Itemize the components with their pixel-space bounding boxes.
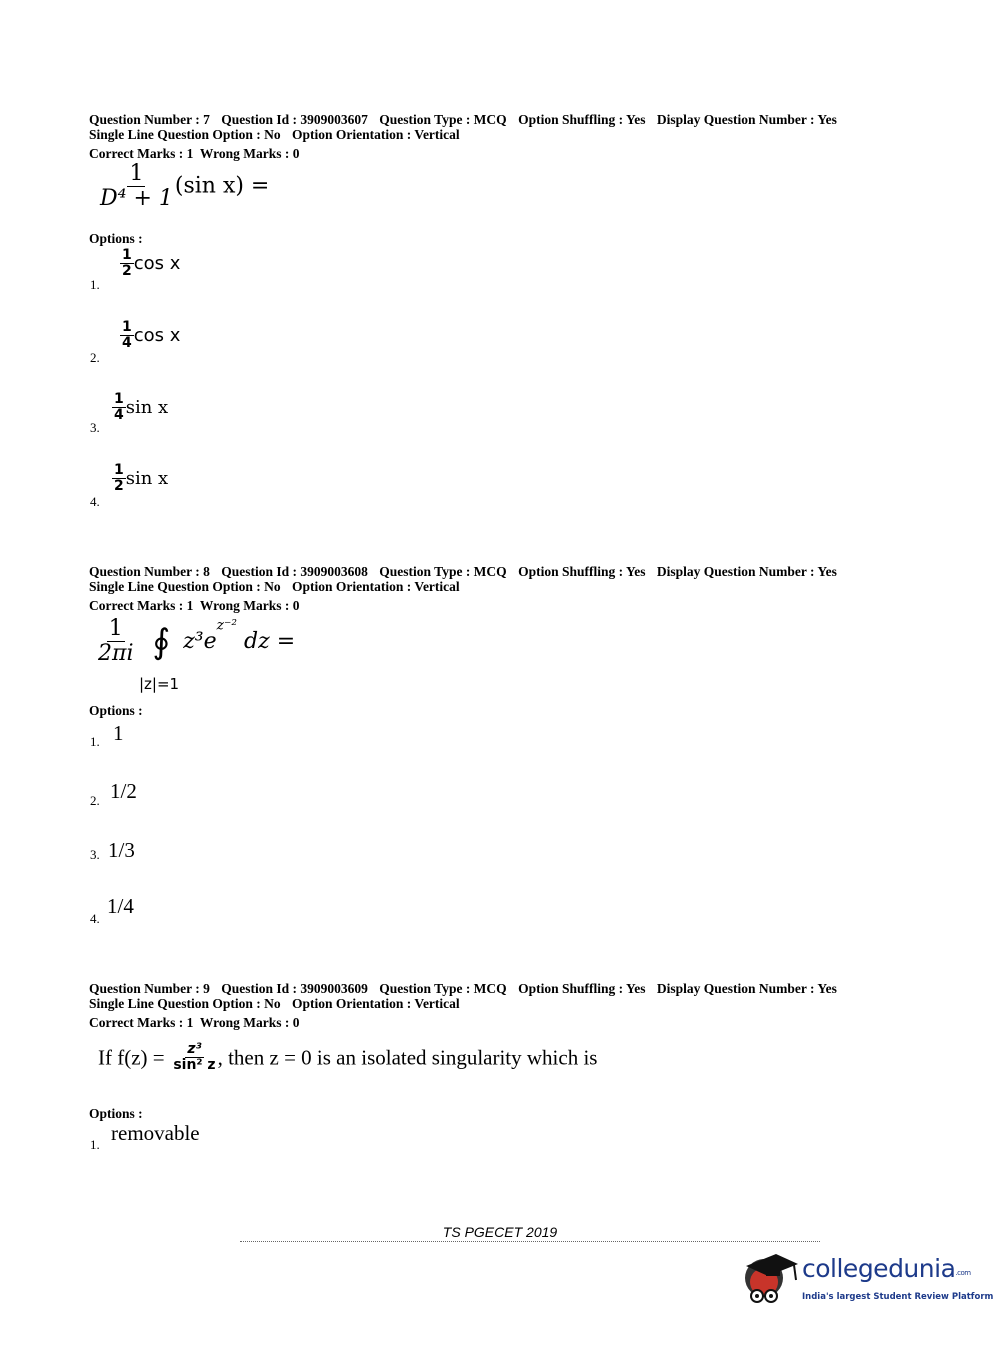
q9-stem-suffix: , then z = 0 is an isolated singularity which is (217, 1045, 598, 1070)
q7-option-3-numerator: 1 (114, 391, 124, 407)
q9-stem-denominator: sin² z (173, 1057, 216, 1074)
q8-option-1-number: 1. (90, 734, 100, 749)
q8-options-label: Options : (89, 703, 143, 718)
q7-stem (98, 162, 269, 211)
footer-divider (240, 1241, 820, 1242)
q8-option-2[interactable]: 1/2 (110, 779, 137, 803)
q8-marks (89, 598, 300, 614)
q9-wrong-marks: Wrong Marks : 0 (199, 1015, 300, 1030)
q8-stem-numerator: 1 (108, 616, 123, 641)
q7-option-orientation: Option Orientation : Vertical (292, 127, 460, 142)
q8-correct-marks: Correct Marks : 1 (89, 598, 194, 613)
q8-option-2-number: 2. (90, 793, 100, 808)
q7-option-4[interactable] (112, 463, 168, 495)
q8-stem-differential: dz = (244, 629, 296, 655)
q7-option-4-denominator: 2 (114, 478, 124, 495)
q8-option-shuffling: Option Shuffling : Yes (518, 564, 646, 579)
collegedunia-logo (742, 1248, 994, 1312)
q9-option-1-number: 1. (90, 1137, 100, 1152)
exam-footer: TS PGECET 2019 (442, 1224, 558, 1240)
q7-wrong-marks: Wrong Marks : 0 (199, 146, 300, 161)
q7-option-1-function: cos x (133, 252, 181, 274)
q8-stem (96, 617, 295, 666)
q9-question-number: Question Number : 9 (89, 981, 210, 996)
q8-stem-denominator: 2πi (98, 641, 134, 667)
q9-marks (89, 1015, 300, 1031)
q7-option-2-number: 2. (90, 350, 100, 365)
q8-single-line-option: Single Line Question Option : No (89, 579, 281, 594)
q7-display-number: Display Question Number : Yes (656, 112, 837, 127)
q9-meta-line1 (89, 981, 845, 996)
q9-stem-prefix: If f(z) = (98, 1045, 165, 1070)
q8-question-number: Question Number : 8 (89, 564, 210, 579)
q7-option-2-numerator: 1 (122, 319, 132, 335)
q9-stem (98, 1042, 597, 1074)
q7-option-3-number: 3. (90, 420, 100, 435)
q9-question-id: Question Id : 3909003609 (221, 981, 368, 996)
q8-option-3-number: 3. (90, 847, 100, 862)
q9-option-1[interactable]: removable (111, 1121, 200, 1145)
q7-option-3[interactable] (112, 392, 168, 424)
q7-question-type: Question Type : MCQ (379, 112, 507, 127)
logo-name: collegedunia (802, 1254, 956, 1283)
q7-option-1-denominator: 2 (122, 263, 132, 280)
q7-option-4-numerator: 1 (114, 462, 124, 478)
graduate-mascot-icon (742, 1248, 800, 1310)
logo-wordmark (802, 1254, 971, 1283)
q7-option-3-denominator: 4 (114, 407, 124, 424)
q8-wrong-marks: Wrong Marks : 0 (199, 598, 300, 613)
q8-question-type: Question Type : MCQ (379, 564, 507, 579)
q7-correct-marks: Correct Marks : 1 (89, 146, 194, 161)
q7-option-2-function: cos x (133, 324, 181, 346)
q7-option-2-denominator: 4 (122, 335, 132, 352)
q8-stem-integrand: z³e (183, 629, 217, 655)
q9-options-label: Options : (89, 1106, 143, 1121)
q8-question-id: Question Id : 3909003608 (221, 564, 368, 579)
logo-tagline: India's largest Student Review Platform (802, 1292, 994, 1302)
q7-stem-denominator: D⁴ + 1 (100, 186, 173, 212)
q7-single-line-option: Single Line Question Option : No (89, 127, 281, 142)
q7-meta-line1 (89, 112, 845, 127)
q9-option-shuffling: Option Shuffling : Yes (518, 981, 646, 996)
logo-suffix: .com (955, 1269, 971, 1277)
q9-option-orientation: Option Orientation : Vertical (292, 996, 460, 1011)
q8-option-4-number: 4. (90, 911, 100, 926)
q8-meta-line1 (89, 564, 845, 579)
q7-options-label: Options : (89, 231, 143, 246)
q9-correct-marks: Correct Marks : 1 (89, 1015, 194, 1030)
q9-display-number: Display Question Number : Yes (656, 981, 837, 996)
q7-option-shuffling: Option Shuffling : Yes (518, 112, 646, 127)
q8-meta-line2 (89, 579, 468, 594)
q8-option-orientation: Option Orientation : Vertical (292, 579, 460, 594)
q8-option-3[interactable]: 1/3 (108, 838, 135, 862)
q7-marks (89, 146, 300, 162)
q9-stem-numerator: z³ (187, 1041, 202, 1057)
q7-option-2[interactable] (120, 320, 180, 352)
q7-meta-line2 (89, 127, 468, 142)
q9-single-line-option: Single Line Question Option : No (89, 996, 281, 1011)
q7-option-4-number: 4. (90, 494, 100, 509)
q7-stem-expression: (sin x) = (174, 173, 270, 199)
q8-display-number: Display Question Number : Yes (656, 564, 837, 579)
q7-question-id: Question Id : 3909003607 (221, 112, 368, 127)
contour-integral-symbol: ∮ (152, 621, 171, 662)
q8-stem-exponent: z⁻² (216, 617, 238, 634)
q9-question-type: Question Type : MCQ (379, 981, 507, 996)
q7-option-1-numerator: 1 (122, 247, 132, 263)
q7-option-1-number: 1. (90, 277, 100, 292)
q8-option-1[interactable]: 1 (113, 721, 124, 745)
q9-meta-line2 (89, 996, 468, 1011)
q8-option-4[interactable]: 1/4 (107, 894, 134, 918)
q7-stem-numerator: 1 (129, 161, 144, 186)
q8-integral-limit: |z|=1 (139, 675, 180, 693)
q7-option-3-function: sin x (125, 396, 169, 418)
q7-question-number: Question Number : 7 (89, 112, 210, 127)
q7-option-1[interactable] (120, 248, 180, 280)
q7-option-4-function: sin x (125, 467, 169, 489)
